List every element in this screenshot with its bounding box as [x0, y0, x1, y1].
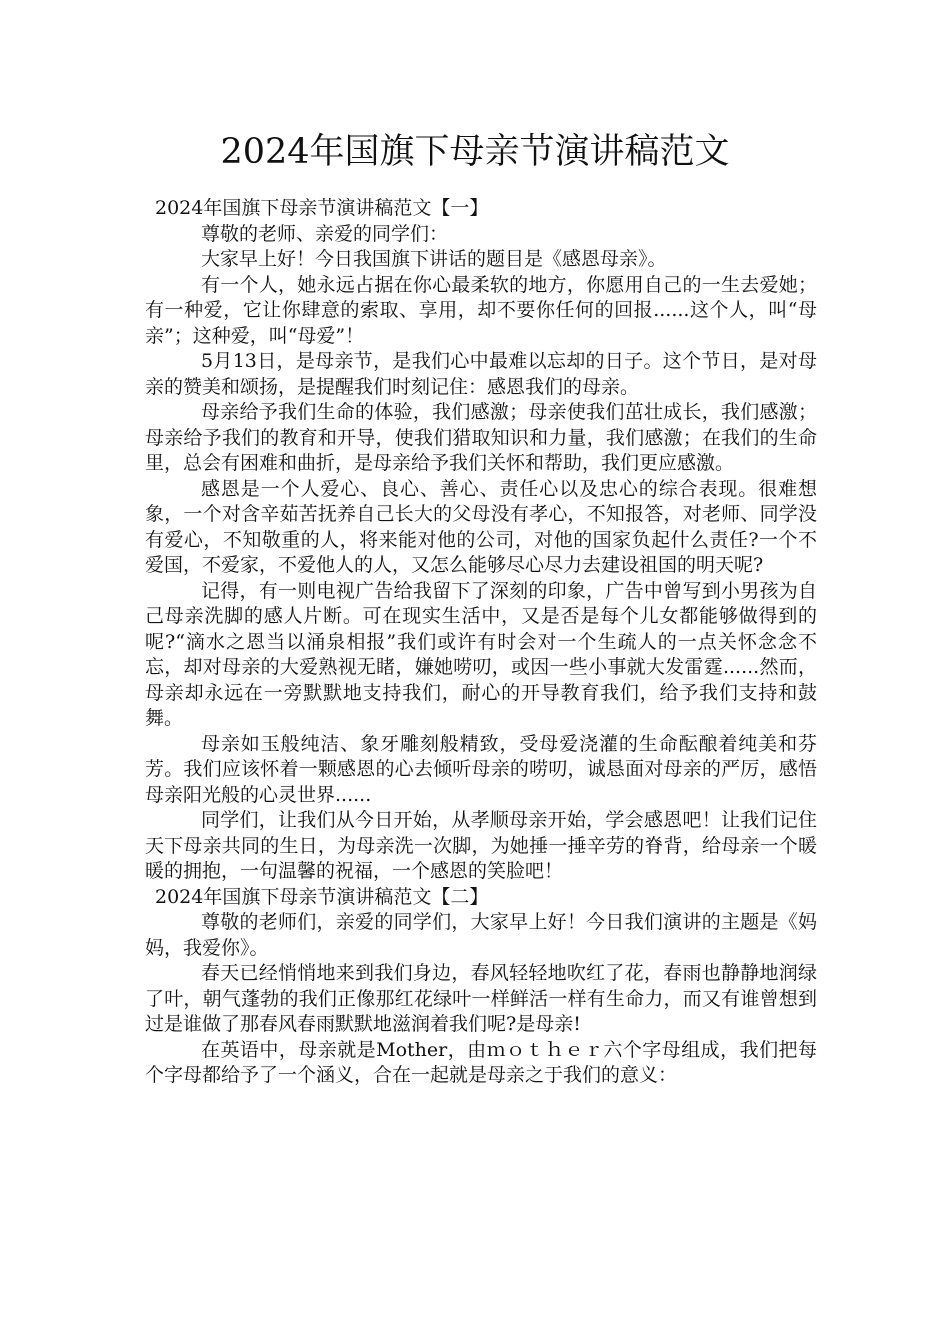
section-one [145, 196, 817, 885]
section-two [145, 885, 817, 1089]
paragraph: 母亲如玉般纯洁、象牙雕刻般精致，受母爱浇灌的生命酝酿着纯美和芬芳。我们应该怀着一颗感恩的心去倾听母亲的唠叨，诚恳面对母亲的严厉，感悟母亲阳光般的心灵世界...... [145, 732, 817, 806]
paragraph: 5月13日，是母亲节，是我们心中最难以忘却的日子。这个节日，是对母亲的赞美和颂扬，是提醒我们时刻记住：感恩我们的母亲。 [145, 350, 817, 398]
section-heading: 2024年国旗下母亲节演讲稿范文【二】 [155, 885, 489, 908]
document-body [145, 196, 817, 1089]
paragraph: 母亲给予我们生命的体验，我们感激；母亲使我们茁壮成长，我们感激；母亲给予我们的教育和开导，使我们猎取知识和力量，我们感激；在我们的生命里，总会有困难和曲折，是母亲给予我们关怀和帮助，我们更应感激。 [145, 401, 817, 474]
paragraph: 春天已经悄悄地来到我们身边，春风轻轻地吹红了花，春雨也静静地润绿了叶，朝气蓬勃的我们正像那红花绿叶一样鲜活一样有生命力，而又有谁曾想到过是谁做了那春风春雨默默地滋润着我们呢?是母亲! [145, 962, 817, 1035]
paragraph: 尊敬的老师们，亲爱的同学们，大家早上好！今日我们演讲的主题是《妈妈，我爱你》。 [145, 911, 817, 959]
paragraph: 感恩是一个人爱心、良心、善心、责任心以及忠心的综合表现。很难想象，一个对含辛茹苦抚养自己长大的父母没有孝心，不知报答，对老师、同学没有爱心，不知敬重的人，将来能对他的公司，对他的国家负起什么责任?一个不爱国，不爱家，不爱他人的人，又怎么能够尽心尽力去建设祖国的明天呢? [145, 477, 817, 576]
page-title: 2024年国旗下母亲节演讲稿范文 [220, 132, 730, 172]
paragraph: 尊敬的老师、亲爱的同学们： [201, 222, 449, 245]
paragraph: 记得，有一则电视广告给我留下了深刻的印象，广告中曾写到小男孩为自己母亲洗脚的感人片断。可在现实生活中，又是否是每个儿女都能够做得到的呢?“滴水之恩当以涌泉相报”我们或许有时会对一个生疏人的一点关怀念念不忘，却对母亲的大爱熟视无睹，嫌她唠叨，或因一些小事就大发雷霆......然而，母亲却永远在一旁默默地支持我们，耐心的开导教育我们，给予我们支持和鼓舞。 [145, 579, 817, 729]
paragraph: 有一个人，她永远占据在你心最柔软的地方，你愿用自己的一生去爱她；有一种爱，它让你肆意的索取、享用，却不要你任何的回报......这个人，叫“母亲”；这种爱，叫“母爱”！ [145, 273, 817, 347]
paragraph: 同学们，让我们从今日开始，从孝顺母亲开始，学会感恩吧！让我们记住天下母亲共同的生日，为母亲洗一次脚，为她捶一捶辛劳的脊背，给母亲一个暖暖的拥抱，一句温馨的祝福，一个感恩的笑脸吧！ [145, 809, 817, 882]
paragraph: 大家早上好！今日我国旗下讲话的题目是《感恩母亲》。 [201, 248, 667, 270]
paragraph: 在英语中，母亲就是Mother，由ｍｏｔｈｅｒ六个字母组成，我们把每个字母都给予了一个涵义，合在一起就是母亲之于我们的意义： [145, 1038, 817, 1086]
section-heading: 2024年国旗下母亲节演讲稿范文【一】 [155, 197, 489, 219]
